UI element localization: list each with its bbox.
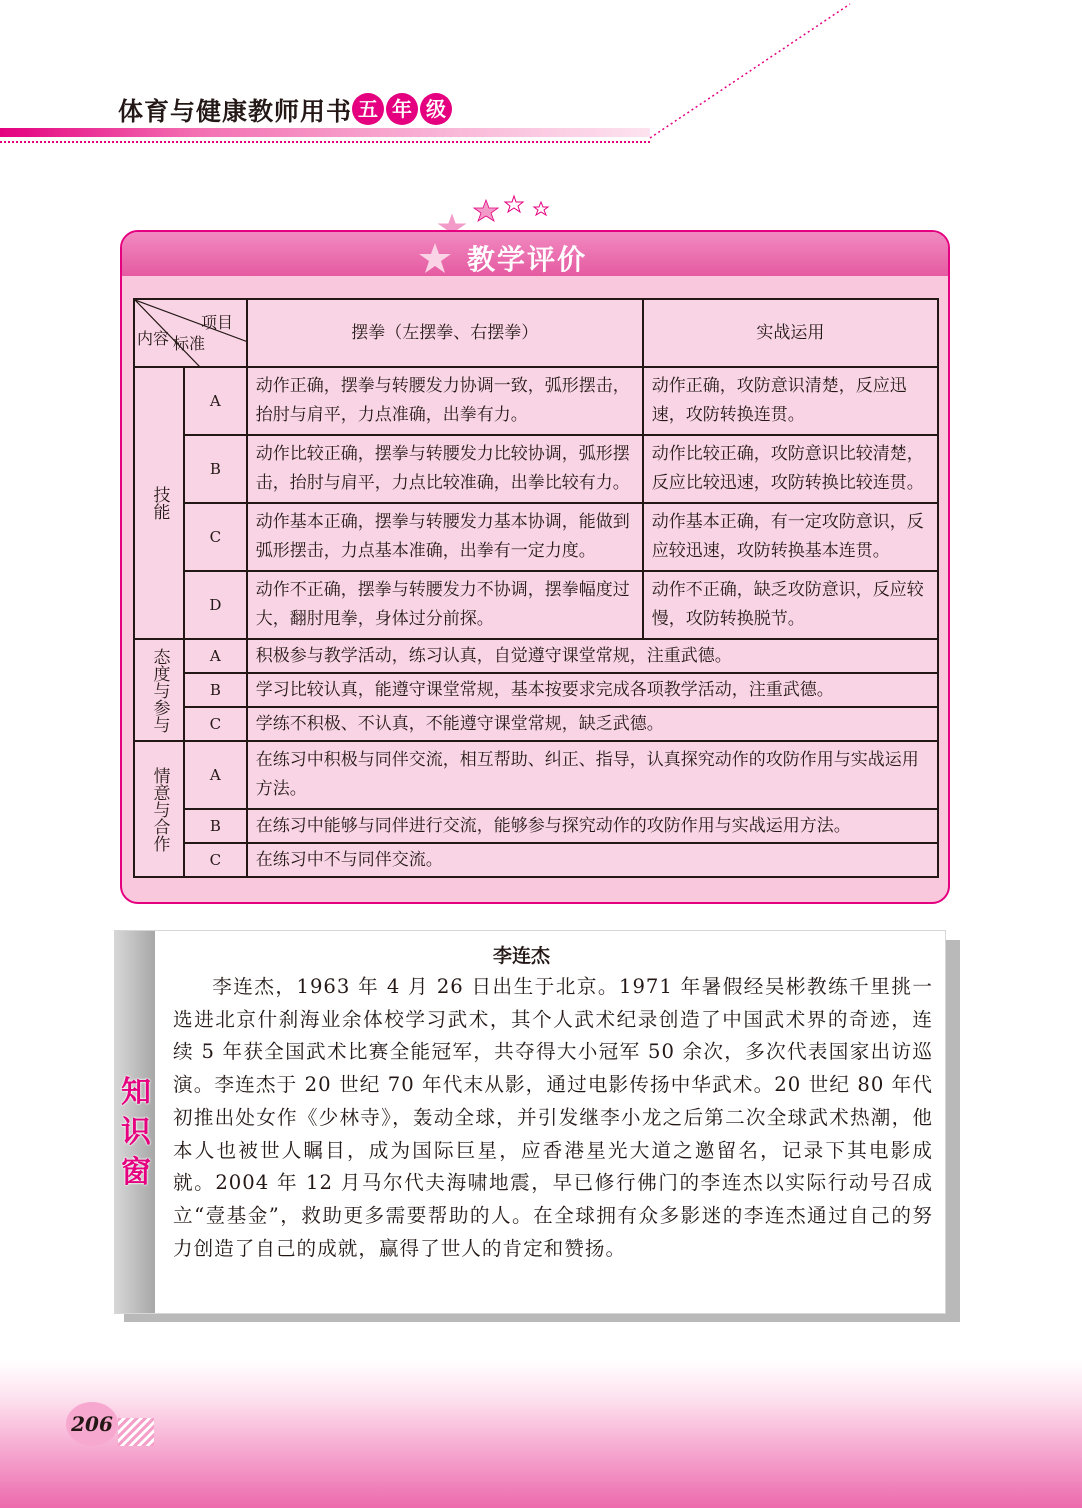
table-cell: 动作不正确，缺乏攻防意识，反应较慢，攻防转换脱节。	[643, 571, 938, 639]
header-diagonal-line	[640, 0, 860, 145]
column-header: 摆拳（左摆拳、右摆拳）	[247, 299, 643, 367]
header-bar	[0, 128, 650, 137]
grade-label: C	[184, 503, 247, 571]
footer-hatch-decoration	[118, 1418, 154, 1446]
table-cell: 动作比较正确，攻防意识比较清楚，反应比较迅速，攻防转换比较连贯。	[643, 435, 938, 503]
table-cell: 动作基本正确，摆拳与转腰发力基本协调，能做到弧形摆击，力点基本准确，出拳有一定力度。	[247, 503, 643, 571]
header-content-label: 内容	[137, 329, 170, 348]
column-header: 实战运用	[643, 299, 938, 367]
header-standard-label: 标准	[173, 334, 206, 353]
header-dotted-line	[0, 141, 650, 143]
grade-label: B	[184, 809, 247, 843]
table-cell: 学习比较认真，能遵守课堂常规，基本按要求完成各项教学活动，注重武德。	[247, 673, 938, 707]
table-cell: 动作正确，攻防意识清楚，反应迅速，攻防转换连贯。	[643, 367, 938, 435]
table-cell: 动作不正确，摆拳与转腰发力不协调，摆拳幅度过大，翻肘甩拳，身体过分前探。	[247, 571, 643, 639]
knowledge-label-char: 窗	[121, 1155, 151, 1190]
page-number: 206	[66, 1402, 118, 1446]
category-skill: 技能	[134, 367, 184, 639]
star-icon	[418, 242, 452, 276]
table-cell: 动作基本正确，有一定攻防意识，反应较迅速，攻防转换基本连贯。	[643, 503, 938, 571]
grade-label: A	[184, 639, 247, 673]
grade-label: B	[184, 673, 247, 707]
table-cell: 积极参与教学活动，练习认真，自觉遵守课堂常规，注重武德。	[247, 639, 938, 673]
table-cell: 在练习中不与同伴交流。	[247, 843, 938, 877]
grade-label: A	[184, 741, 247, 809]
footer-band	[0, 1360, 1082, 1508]
grade-label: B	[184, 435, 247, 503]
evaluation-header	[122, 232, 948, 276]
knowledge-title: 李连杰	[493, 945, 551, 967]
book-title: 体育与健康教师用书	[118, 97, 353, 126]
evaluation-title: 教学评价	[467, 243, 588, 276]
grade-label: D	[184, 571, 247, 639]
table-cell: 学练不积极、不认真，不能遵守课堂常规，缺乏武德。	[247, 707, 938, 741]
table-cell: 在练习中能够与同伴进行交流，能够参与探究动作的攻防作用与实战运用方法。	[247, 809, 938, 843]
knowledge-label-char: 知	[121, 1075, 151, 1110]
grade-badge: 级	[420, 93, 452, 125]
grade-badge: 年	[386, 93, 418, 125]
evaluation-table	[133, 298, 939, 878]
diagonal-header-cell	[134, 299, 247, 367]
table-cell: 在练习中积极与同伴交流，相互帮助、纠正、指导，认真探究动作的攻防作用与实战运用方法。	[247, 741, 938, 809]
knowledge-label-char: 识	[121, 1115, 151, 1150]
grade-label: C	[184, 707, 247, 741]
grade-label: C	[184, 843, 247, 877]
grade-label: A	[184, 367, 247, 435]
table-cell: 动作比较正确，摆拳与转腰发力比较协调，弧形摆击，抬肘与肩平，力点比较准确，出拳比较有力。	[247, 435, 643, 503]
category-attitude: 态度与参与	[134, 639, 184, 741]
knowledge-text: 李连杰，1963 年 4 月 26 日出生于北京。1971 年暑假经吴彬教练千里挑一选进北京什刹海业余体校学习武术，其个人武术纪录创造了中国武术界的奇迹，连续 5 年获全国武术比赛全能冠军，共夺得大小冠军 50 余次，多次代表国家出访巡演。李连杰于 20 世纪 70 年代末从影，通过电影传扬中华武术。20 世纪 80 年代初推出处女作《少林寺》，轰动全球，并引发继李小龙之后第二次全球武术热潮，他本人也被世人瞩目，成为国际巨星，应香港星光大道之邀留名，记录下其电影成就。2004 年 12 月马尔代夫海啸地震，早已修行佛门的李连杰以实际行动号召成立“壹基金”，救助更多需要帮助的人。在全球拥有众多影迷的李连杰通过自己的努力创造了自己的成就，赢得了世人的肯定和赞扬。	[173, 975, 933, 1260]
knowledge-window	[114, 930, 946, 1314]
grade-badge: 五	[352, 93, 384, 125]
header-item-label: 项目	[201, 313, 234, 332]
category-emotion: 情意与合作	[134, 741, 184, 877]
table-cell: 动作正确，摆拳与转腰发力协调一致，弧形摆击，抬肘与肩平，力点准确，出拳有力。	[247, 367, 643, 435]
